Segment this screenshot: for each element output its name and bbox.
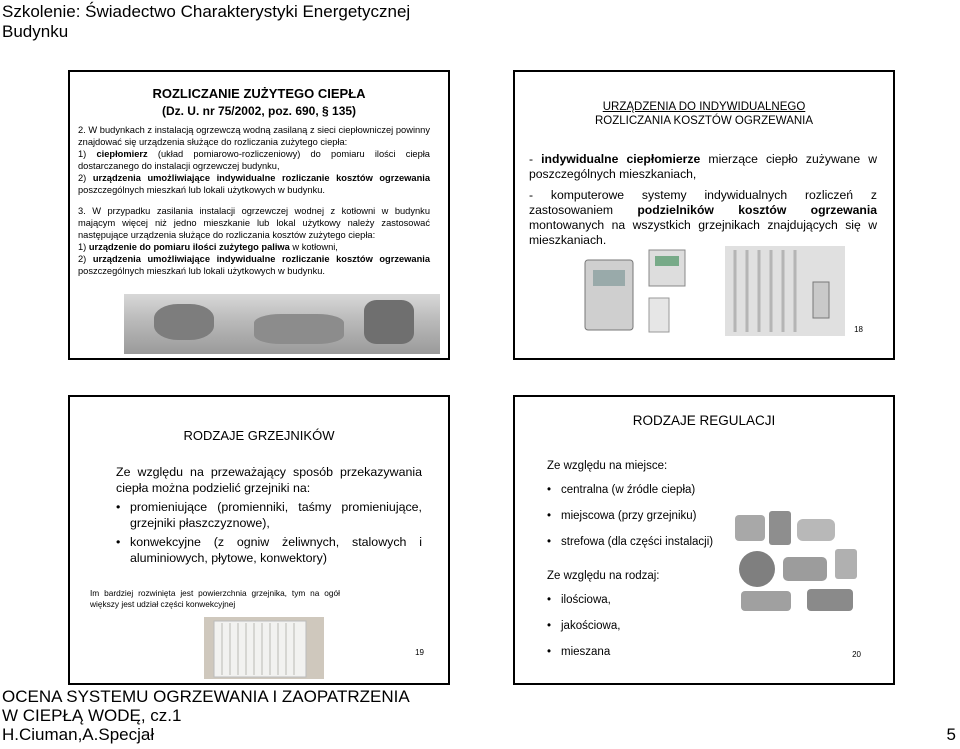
paragraph-3-item-2: 2) urządzenia umożliwiające indywidualne rozliczanie kosztów ogrzewania poszczególnych mieszkań lub lokali użytkowych w budynku. xyxy=(78,253,430,277)
list-item: • centralna (w źródle ciepła) xyxy=(547,484,696,496)
regulation-by-type xyxy=(547,569,747,671)
slide-title: RODZAJE GRZEJNIKÓW xyxy=(183,428,335,443)
slide-rozliczanie xyxy=(68,70,450,360)
document-footer: OCENA SYSTEMU OGRZEWANIA I ZAOPATRZENIA W CIEPŁĄ WODĘ, cz.1 H.Ciuman,A.Specjał xyxy=(2,687,410,744)
intro-text: Ze względu na przeważający sposób przekazywania ciepła można podzielić grzejniki na: xyxy=(116,465,422,495)
slide-body xyxy=(78,124,430,277)
slide-urzadzenia xyxy=(513,70,895,360)
list-item-heat-meters: - indywidualne ciepłomierze mierzące ciepło zużywane w poszczególnych mieszkaniach, xyxy=(529,152,878,181)
slide-title: URZĄDZENIA DO INDYWIDUALNEGO ROZLICZANIA KOSZTÓW OGRZEWANIA xyxy=(594,101,814,127)
group-title: Ze względu na miejsce: xyxy=(547,460,668,472)
radiator-types-list xyxy=(116,500,422,566)
slide-number: 19 xyxy=(415,648,424,657)
heat-meter-installation-photo xyxy=(124,294,440,354)
list-item: • mieszana xyxy=(547,646,611,658)
list-item: • miejscowa (przy grzejniku) xyxy=(547,510,697,522)
list-item: • jakościowa, xyxy=(547,620,621,632)
paragraph-3: 3. W przypadku zasilania instalacji ogrzewczej wodnej z kotłowni w budynku mającym więcej niż jedno mieszkanie lub lokal użytkowy należy zastosować następujące urządzenia służące do rozliczania kosztów zużytego ciepła: xyxy=(78,205,430,240)
slide-subtitle: (Dz. U. nr 75/2002, poz. 690, § 135) xyxy=(161,104,357,118)
regulation-by-place xyxy=(547,459,747,561)
slide-regulacja xyxy=(513,395,895,685)
paragraph-2-item-2: 2) urządzenia umożliwiające indywidualne rozliczanie kosztów ogrzewania poszczególnych mieszkań lub lokali użytkowych w budynku. xyxy=(78,173,430,196)
slide-number: 18 xyxy=(854,325,863,334)
valves-photo xyxy=(727,509,865,617)
note-text: Im bardziej rozwinięta jest powierzchnia grzejnika, tym na ogół większy jest udział części konwekcyjnej xyxy=(90,588,340,609)
slide-title: ROZLICZANIE ZUŻYTEGO CIEPŁA xyxy=(152,86,366,101)
slide-number: 20 xyxy=(852,650,861,659)
group-title: Ze względu na rodzaj: xyxy=(547,570,660,582)
slide-body xyxy=(116,465,422,570)
list-item: • strefowa (dla części instalacji) xyxy=(547,536,714,548)
list-item: • ilościowa, xyxy=(547,594,611,606)
list-item: • promieniujące (promienniki, taśmy promieniujące, grzejniki płaszczyznowe), xyxy=(116,500,422,530)
document-title: Szkolenie: Świadectwo Charakterystyki Energetycznej Budynku xyxy=(2,2,411,41)
radiator-photo xyxy=(204,617,324,679)
paragraph-2: 2. W budynkach z instalacją ogrzewczą wodną zasilaną z sieci ciepłowniczej powinny znajdować się urządzenia służące do rozliczania zużytego ciepła: xyxy=(78,125,430,148)
page-number: 5 xyxy=(946,725,956,744)
slide-title: RODZAJE REGULACJI xyxy=(632,413,776,428)
paragraph-2-item-1: 1) ciepłomierz (układ pomiarowo-rozliczeniowy) do pomiaru ilości ciepła dostarczanego do instalacji ogrzewczej budynku, xyxy=(78,149,430,172)
list-item-cost-allocators: - komputerowe systemy indywidualnych rozliczeń z zastosowaniem podzielników kosztów ogrzewania montowanych na wszystkich grzejnikach znajdujących się w mieszkaniach. xyxy=(529,188,878,247)
slide-grzejniki xyxy=(68,395,450,685)
list-item: • konwekcyjne (z ogniw żeliwnych, stalowych i aluminiowych, płytowe, konwektory) xyxy=(116,535,422,565)
metering-devices-photo xyxy=(575,242,855,340)
paragraph-3-item-1: 1) urządzenie do pomiaru ilości zużytego paliwa w kotłowni, xyxy=(78,241,338,252)
